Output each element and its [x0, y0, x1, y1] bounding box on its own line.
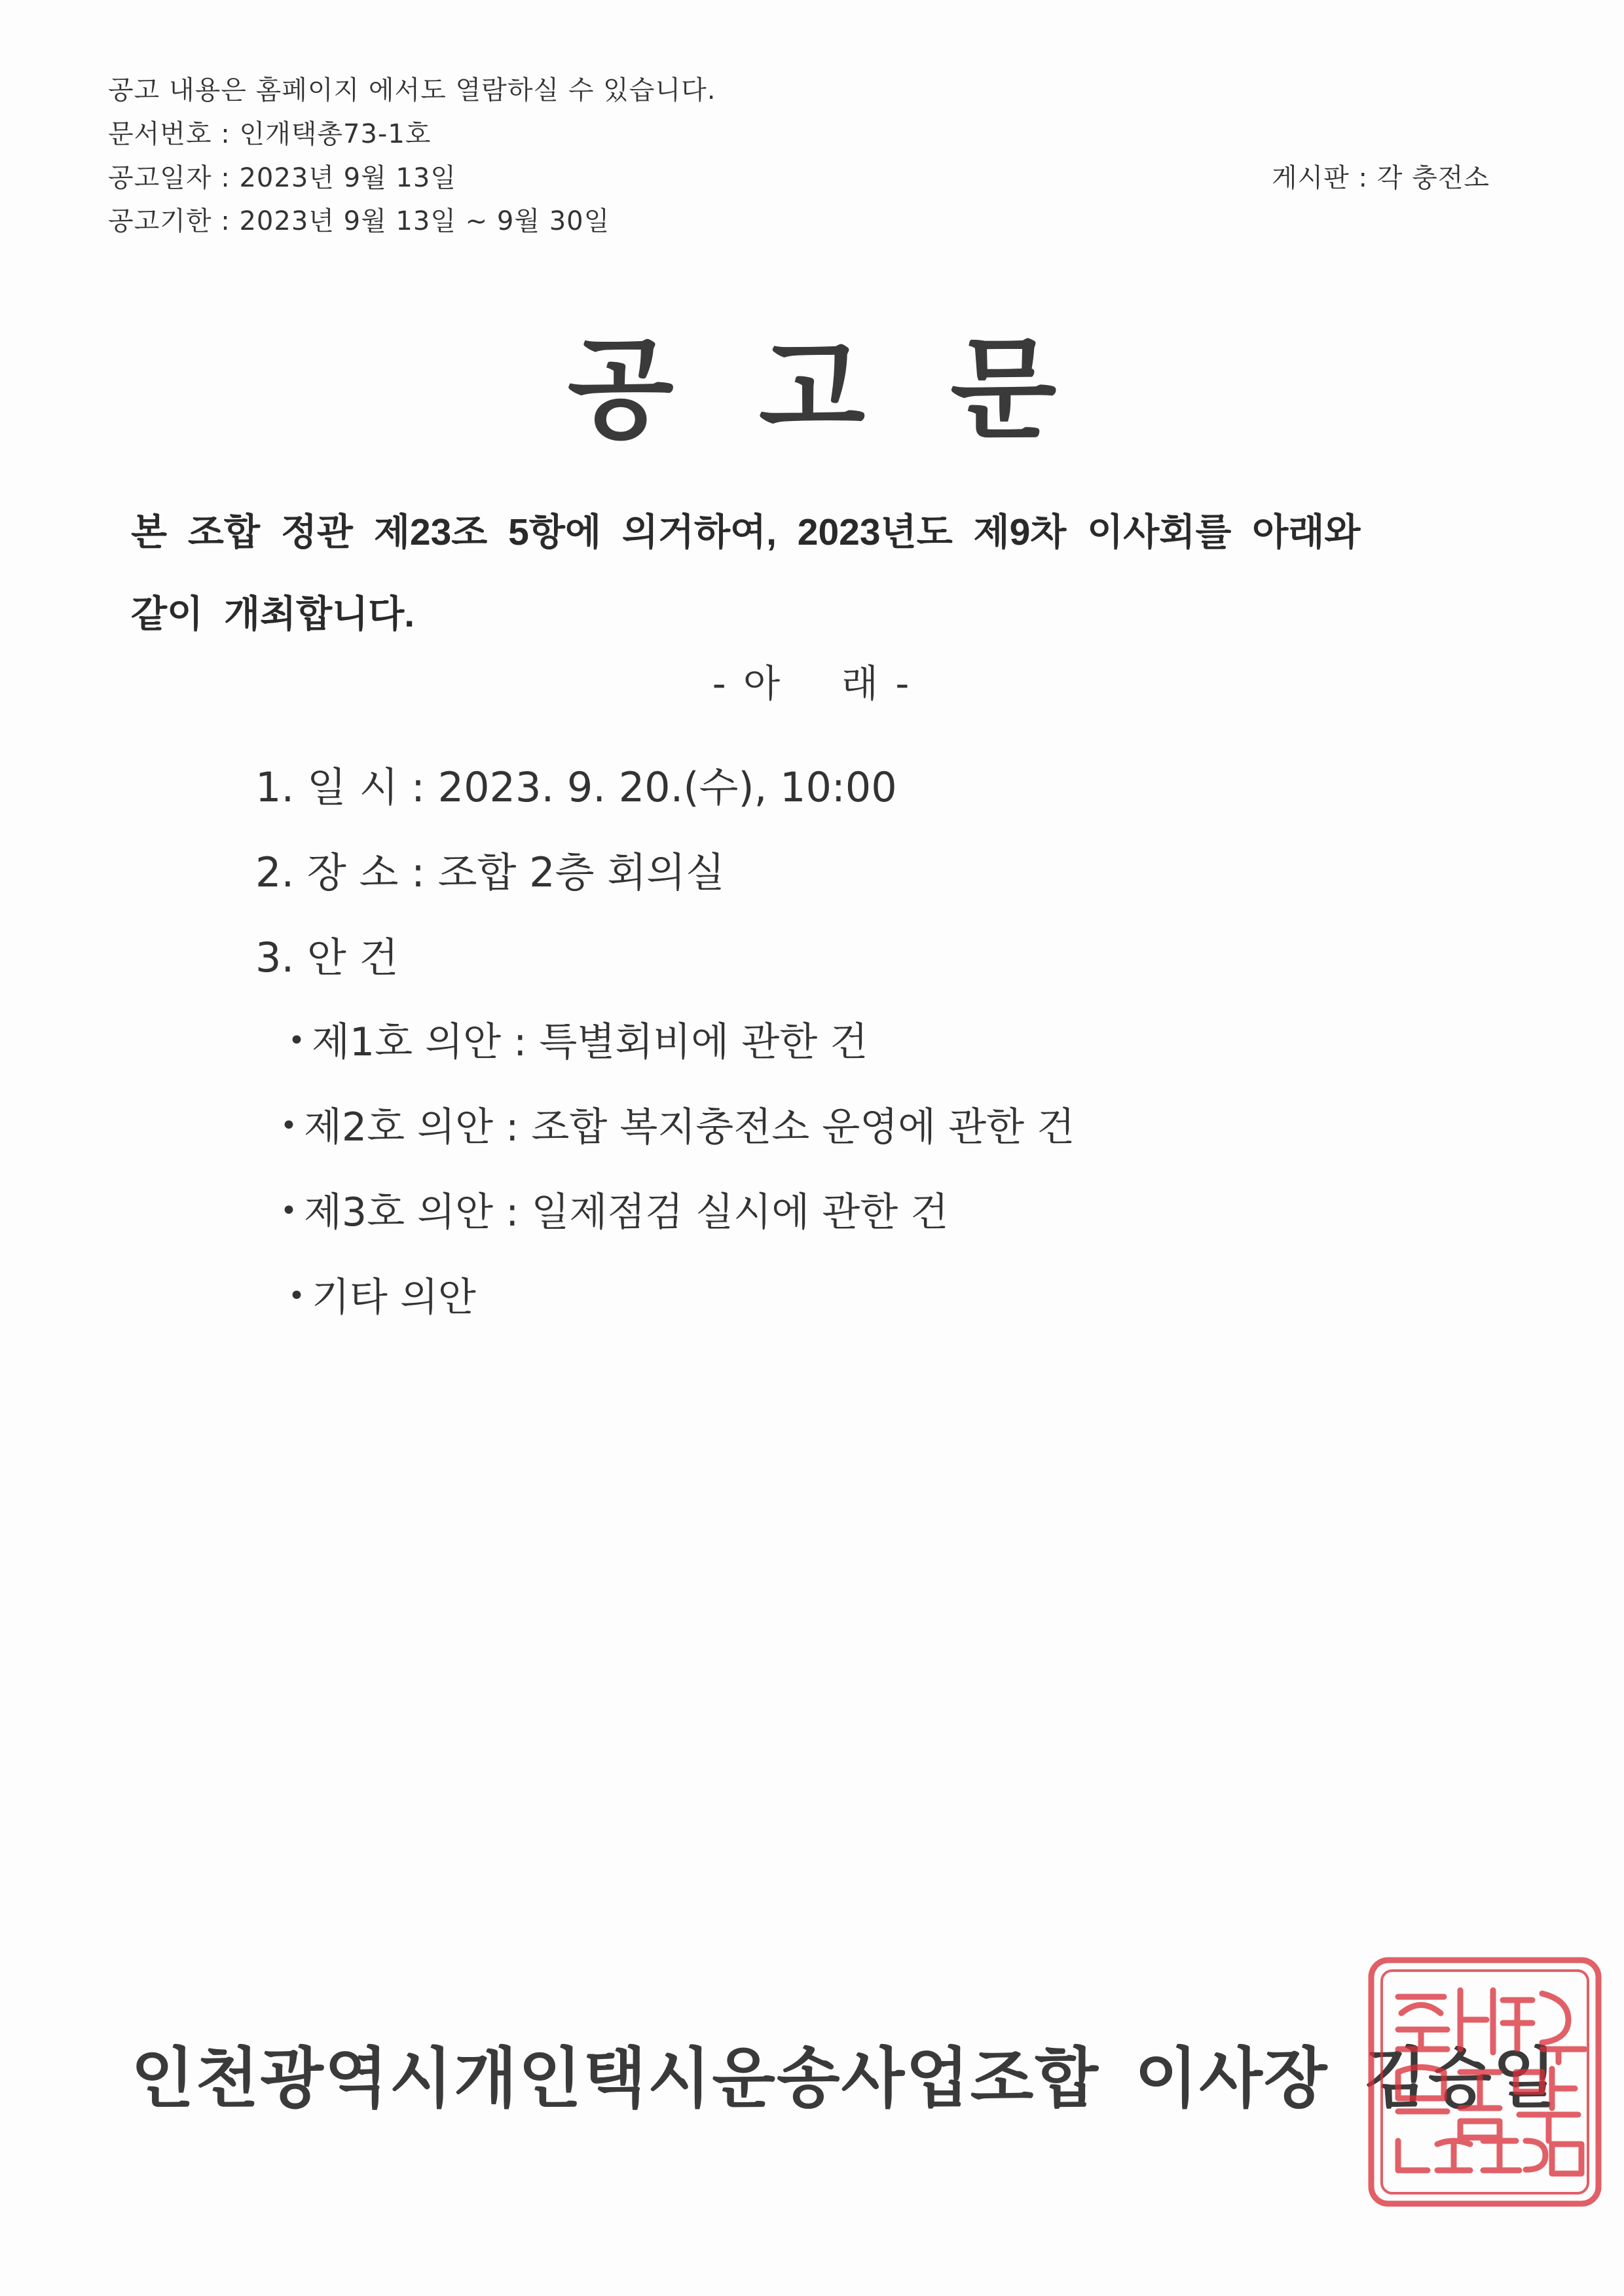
agenda-item: [288, 1019, 868, 1065]
bullet-icon: •: [288, 1024, 305, 1057]
notice-date: 공고일자 : 2023년 9월 13일: [108, 163, 456, 193]
homepage-notice: 공고 내용은 홈페이지 에서도 열람하실 수 있습니다.: [108, 75, 716, 105]
agenda-item: [288, 1275, 476, 1321]
intro-line-2: 같이 개최합니다.: [131, 593, 415, 635]
notice-period: 공고기한 : 2023년 9월 13일 ~ 9월 30일: [108, 206, 610, 236]
document-number: 문서번호 : 인개택총73-1호: [108, 119, 432, 149]
item-date-time: 1. 일 시 : 2023. 9. 20.(수), 10:00: [255, 763, 897, 811]
agenda-item-text: 기타 의안: [311, 1275, 476, 1321]
board-location: 게시판 : 각 충전소: [1271, 163, 1490, 193]
bullet-icon: •: [288, 1279, 305, 1313]
below-label: - 아 래 -: [712, 661, 912, 706]
agenda-item: [280, 1190, 949, 1235]
agenda-item-text: 제1호 의안 : 특별회비에 관한 건: [311, 1019, 868, 1065]
page-title: 공고문: [567, 324, 1142, 454]
agenda-item-text: 제3호 의안 : 일제점검 실시에 관한 건: [303, 1190, 949, 1235]
intro-line-1: 본 조합 정관 제23조 5항에 의거하여, 2023년도 제9차 이사회를 아래와: [131, 511, 1361, 553]
agenda-item-text: 제2호 의안 : 조합 복지충전소 운영에 관한 건: [303, 1104, 1075, 1150]
signature-line: 인천광역시개인택시운송사업조합 이사장 김승일: [131, 2042, 1558, 2115]
item-agenda-heading: 3. 안 건: [255, 934, 399, 981]
bullet-icon: •: [280, 1109, 297, 1142]
agenda-item: [280, 1104, 1075, 1150]
official-seal-icon: [1362, 1951, 1608, 2213]
bullet-icon: •: [280, 1194, 297, 1228]
item-place: 2. 장 소 : 조합 2층 회의실: [255, 848, 725, 896]
